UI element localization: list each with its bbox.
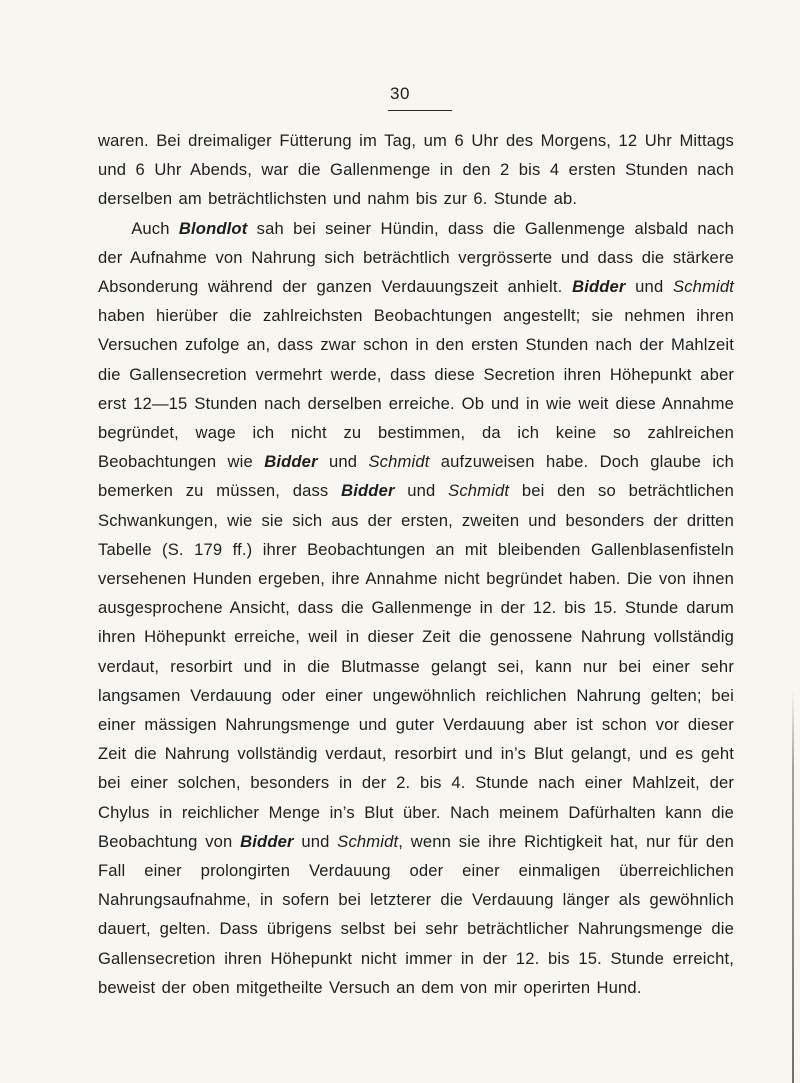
paragraph-1 — [98, 126, 734, 214]
author-name-schmidt: Schmidt — [337, 831, 399, 851]
text-segment: sah bei seiner Hündin, dass die Gallenmenge alsbald nach der Aufnahme von Nahrung sich beträchtlich vergrösserte und dass die stärkere Absonderung während der ganzen Verdauungszeit anhielt. — [98, 218, 734, 297]
author-name-bidder: Bidder — [240, 831, 294, 851]
paragraph-2 — [98, 214, 734, 1002]
text-segment: und — [293, 831, 338, 851]
text-segment: und — [625, 277, 673, 297]
text-segment: bei den so beträchtlichen Schwankungen, wie sie sich aus der ersten, zweiten und besonders der dritten Tabelle (S. 179 ff.) ihrer Beobachtungen an mit bleibenden Gallenblasenfisteln versehenen Hunden ergeben, ihre Annahme nicht begründet haben. Die von ihnen ausgesprochene Ansicht, dass die Gallenmenge in der 12. bis 15. Stunde darum ihren Höhepunkt erreiche, weil in dieser Zeit die genossene Nahrung vollständig verdaut, resorbirt und in die Blutmasse gelangt sei, kann nur bei einer sehr langsamen Verdauung oder einer ungewöhnlich reichlichen Nahrung gelten; bei einer mässigen Nahrungsmenge und guter Verdauung aber ist schon vor dieser Zeit die Nahrung vollständig verdaut, resorbirt und in’s Blut gelangt, und es geht bei einer solchen, besonders in der 2. bis 4. Stunde nach einer Mahlzeit, der Chylus in reichlicher Menge in’s Blut über. Nach meinem Dafürhalten kann die Beobachtung von — [98, 481, 734, 851]
text-segment: und — [394, 481, 449, 501]
text-segment: haben hierüber die zahlreichsten Beobachtungen angestellt; sie nehmen ihren Versuchen zufolge an, dass zwar schon in den ersten Stunden nach der Mahlzeit die Gallensecretion vermehrt werde, dass diese Secretion ihren Höhepunkt aber erst 12—15 Stunden nach derselben erreiche. Ob und in wie weit diese Annahme begründet, wage ich nicht zu bestimmen, da ich keine so zahlreichen Beobachtungen wie — [98, 306, 734, 472]
author-name-bidder: Bidder — [341, 481, 395, 501]
author-name-schmidt: Schmidt — [368, 452, 430, 472]
text-segment: aufzuweisen habe. Doch glaube ich bemerken zu müssen, dass — [98, 452, 734, 501]
author-name-blondlot: Blondlot — [178, 218, 248, 238]
page-binding-edge — [792, 690, 794, 1083]
page-number-rule — [388, 110, 452, 111]
text-segment: waren. Bei dreimaliger Fütterung im Tag, um 6 Uhr des Morgens, 12 Uhr Mittags und 6 Uhr Abends, war die Gallenmenge in den 2 bis 4 ersten Stunden nach derselben am beträchtlichsten und nahm bis zur 6. Stunde ab. — [98, 131, 734, 209]
author-name-bidder: Bidder — [572, 277, 626, 297]
author-name-schmidt: Schmidt — [448, 481, 510, 501]
author-name-bidder: Bidder — [264, 452, 318, 472]
author-name-schmidt: Schmidt — [673, 277, 734, 297]
page-number: 30 — [390, 84, 410, 103]
text-segment: , wenn sie ihre Richtigkeit hat, nur für den Fall einer prolongirten Verdauung oder einer einmaligen überreichlichen Nahrungsaufnahme, in sofern bei letzterer die Verdauung länger als gewöhnlich dauert, gelten. Dass übrigens selbst bei sehr beträchtlicher Nahrungsmenge die Gallensecretion ihren Höhepunkt nicht immer in der 12. bis 15. Stunde erreicht, beweist der oben mitgetheilte Versuch an dem von mir operirten Hund. — [98, 831, 734, 997]
text-segment: Auch — [131, 218, 179, 238]
text-segment: und — [317, 452, 369, 472]
body-text — [98, 126, 734, 1002]
